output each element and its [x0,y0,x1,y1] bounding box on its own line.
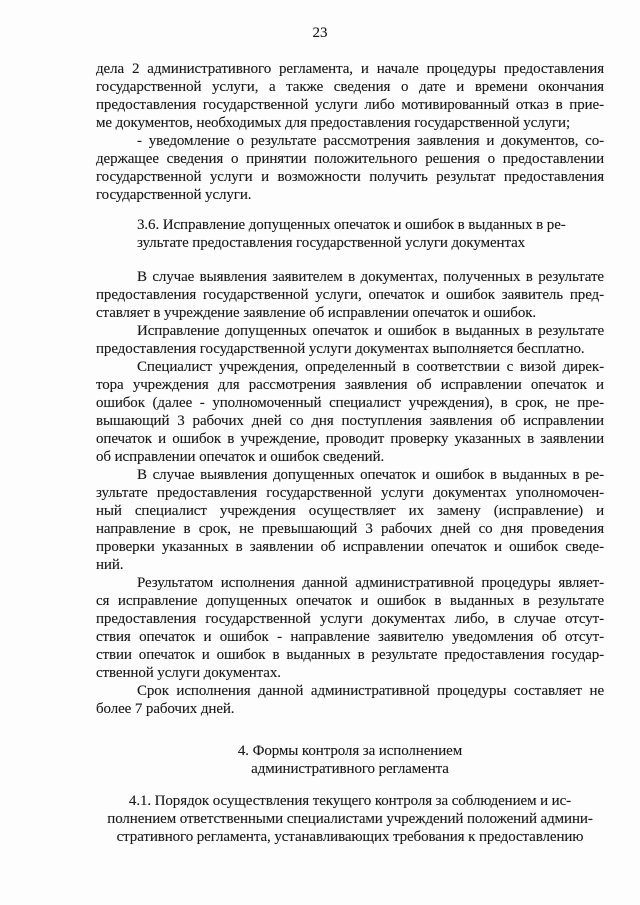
section-heading-4-1 [96,792,604,846]
text-line: об исправлении опечаток и ошибок сведений. [96,449,385,465]
text-line: В случае выявления заявителем в документах, полученных в результате [137,269,604,285]
text-line: Специалист учреждения, определенный в соответствии с визой дирек- [137,359,604,375]
paragraph-intro-continuation [96,60,604,132]
paragraph-claim-submission [96,268,604,322]
text-column [96,60,604,846]
text-line: дела 2 административного регламента, и начале процедуры предоставления [96,61,604,77]
text-line: ся исправление допущенных опечаток и ошибок в выданных в результате [96,593,604,609]
text-line: ствии опечаток и ошибок в выданных в результате предоставления государ- [96,647,604,663]
paragraph-term [96,682,604,718]
text-line: зультате предоставления государственной услуги документах уполномочен- [96,485,604,501]
heading-line: стративного регламента, устанавливающих требования к предоставлению [116,829,584,845]
text-line: предоставления государственной услуги документах либо, в случае отсут- [96,611,604,627]
text-line: опечаток и ошибок в учреждение, проводит проверку указанных в заявлении [96,431,604,447]
text-line: государственной услуги. [96,187,252,203]
paragraph-notification-result [96,132,604,204]
text-line: тора учреждения для рассмотрения заявления об исправлении опечаток и [96,377,604,393]
heading-line: полнением ответственными специалистами учреждений положений админи- [107,811,593,827]
text-line: держащее сведения о принятии положительного решения о предоставлении [96,151,604,167]
text-line: ставляет в учреждение заявление об исправлении опечаток и ошибок. [96,305,537,321]
section-heading-3-6 [137,216,604,252]
text-line: направление в срок, не превышающий 3 рабочих дней со дня проведения [96,521,604,537]
text-line: ственной услуги документах. [96,665,281,681]
paragraph-procedure-result [96,574,604,682]
text-line: ствия опечаток и ошибок - направление заявителю уведомления об отсут- [96,629,604,645]
text-line: предоставления государственной услуги документах выполняется бесплатно. [96,341,585,357]
text-line: государственной услуги и возможности получить результат предоставления [96,169,604,185]
text-line: государственной услуги, а также сведения о дате и времени окончания [96,79,604,95]
text-line: В случае выявления допущенных опечаток и ошибок в выданных в ре- [137,467,604,483]
paragraph-specialist-check [96,358,604,466]
text-line: более 7 рабочих дней. [96,701,235,717]
text-line: Срок исполнения данной административной процедуры составляет не [137,683,604,699]
page-number: 23 [312,25,328,41]
heading-line: административного регламента [251,761,449,777]
section-heading-4 [96,742,604,778]
text-line: Исправление допущенных опечаток и ошибок в выданных в результате [137,323,604,339]
text-line: Результатом исполнения данной административной процедуры являет- [137,575,604,591]
text-line: - уведомление о результате рассмотрения заявления и документов, со- [137,133,604,149]
text-line: предоставления государственной услуги, опечаток и ошибок заявитель пред- [96,287,604,303]
heading-line: 4.1. Порядок осуществления текущего контроля за соблюдением и ис- [128,793,572,809]
paragraph-replacement [96,466,604,574]
text-line: проверки указанных в заявлении об исправлении опечаток и ошибок сведе- [96,539,604,555]
text-line: вышающий 3 рабочих дней со дня поступления заявления об исправлении [96,413,604,429]
heading-line: 4. Формы контроля за исполнением [237,743,463,759]
text-line: ний. [96,557,124,573]
text-line: ный специалист учреждения осуществляет их замену (исправление) и [96,503,604,519]
heading-line: 3.6. Исправление допущенных опечаток и ошибок в выданных в ре- [137,217,566,233]
text-line: ме документов, необходимых для предоставления государственной услуги; [96,115,571,131]
paragraph-free-correction [96,322,604,358]
text-line: ошибок (далее - уполномоченный специалист учреждения), в срок, не пре- [96,395,604,411]
text-line: предоставления государственной услуги либо мотивированный отказ в прие- [96,97,604,113]
heading-line: зультате предоставления государственной услуги документах [137,235,526,251]
